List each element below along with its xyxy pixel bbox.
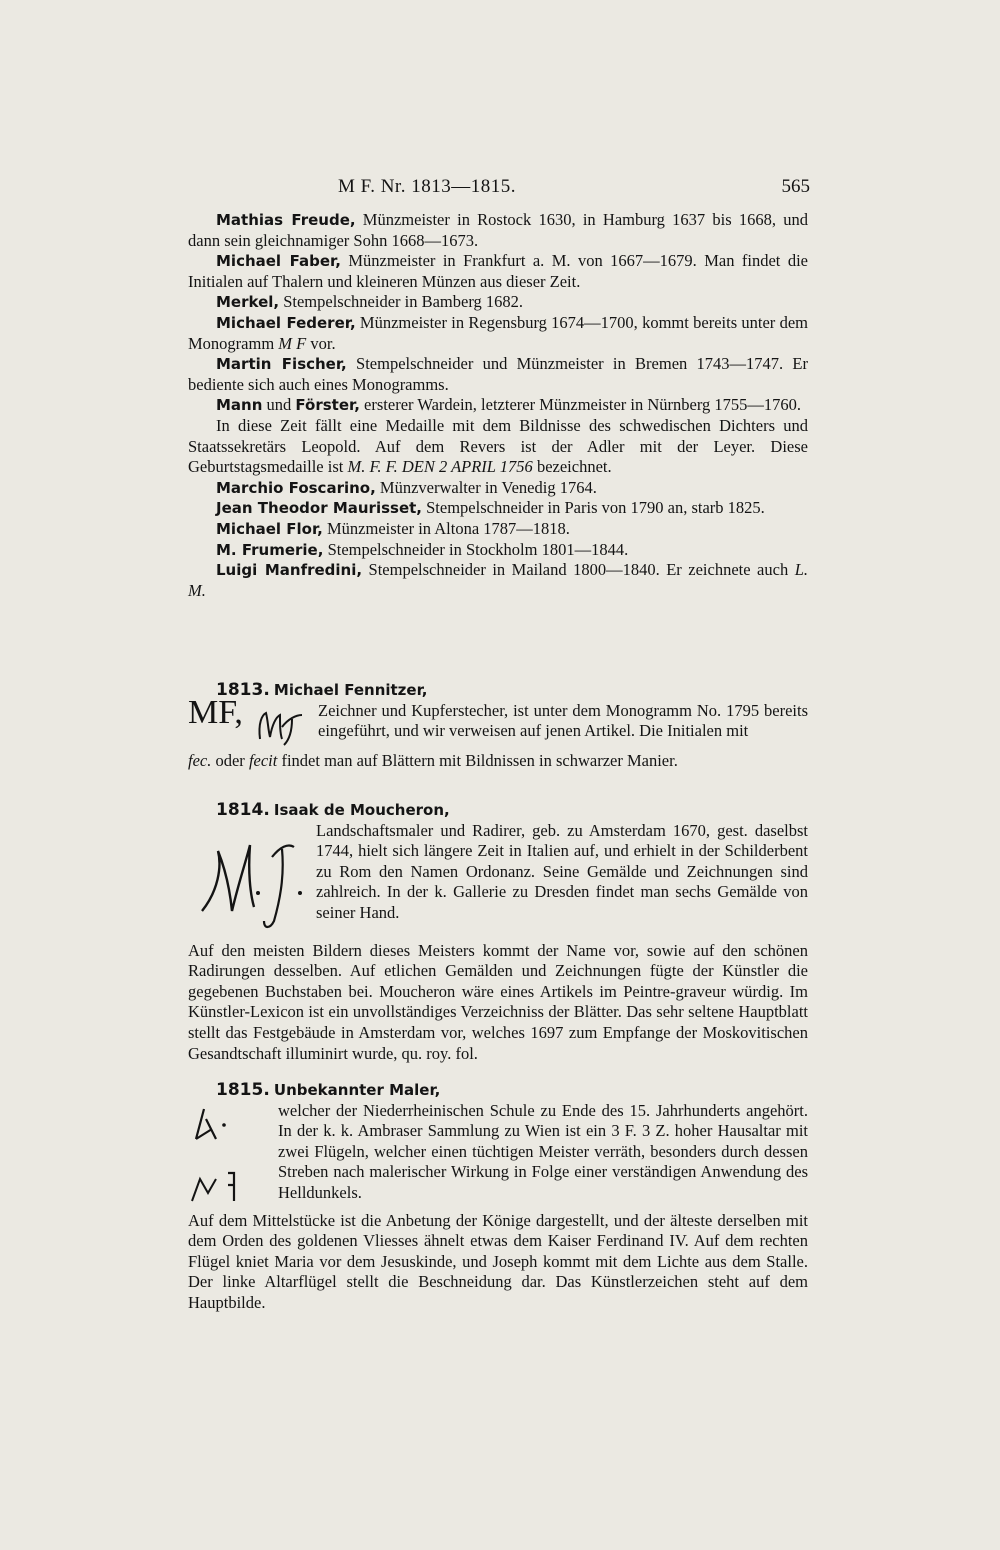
list-item: Michael Flor, Münzmeister in Altona 1787—1818. <box>216 518 570 538</box>
list-item: M. Frumerie, Stempelschneider in Stockholm 1801—1844. <box>216 539 629 559</box>
entry-name: Unbekannter Maler, <box>273 1081 441 1099</box>
entry-1815: 1815. Unbekannter Maler, welcher der Niederrheinischen Schule zu Ende des 15. Jahrhunderts angehört. In der k. k. Ambraser Sammlung zu Wien ist ein 3 F. 3 Z. hoher Hausaltar mit zwei Flügeln, welcher einen tüchtigen Meister verräth, besonders durch dessen Streben nach malerischer Wirkung in Folge einer verständigen Anwendung des Helldunkels. Auf dem Mittelstücke ist die Anbetung der Könige dargestellt, und der älteste derselben mit dem Orden des goldenen Vliesses ähnelt etwas dem Kaiser Ferdinand IV. Auf dem rechten Flügel kniet Maria vor dem Jesuskinde, und Joseph kommt mit dem Lichte aus dem Stalle. Der linke Altarflügel stellt die Beschneidung dar. Das Künstlerzeichen steht auf dem Hauptbilde. <box>188 1080 808 1312</box>
list-item: Michael Federer, Münzmeister in Regensburg 1674—1700, kommt bereits unter dem Monogramm M F vor. <box>188 312 808 353</box>
list-item: Mann und Förster, ersterer Wardein, letzterer Münzmeister in Nürnberg 1755—1760. <box>216 395 802 415</box>
entry-number: 1814. <box>216 800 270 820</box>
monogram-list <box>188 210 808 601</box>
list-item: Mathias Freude, Münzmeister in Rostock 1630, in Hamburg 1637 bis 1668, und dann sein gleichnamiger Sohn 1668—1673. <box>188 210 808 250</box>
monogram-1815 <box>188 1101 278 1211</box>
entry-1814: 1814. Isaak de Moucheron, Landschaftsmaler und Radirer, geb. zu Amsterdam 1670, gest. daselbst 1744, hielt sich längere Zeit in Italien auf, und erhielt in der Schilderbent zu Rom den Namen Ordonanz. Seine Gemälde und Zeichnungen sind zahlreich. In der k. Gallerie zu Dresden findet man sechs Gemälde von seiner Hand. Auf den meisten Bildern dieses Meisters kommt der Name vor, sowie auf den schönen Radirungen desselben. Auf etlichen Gemälden und Zeichnungen fügte der Künstler die gegebenen Buchstaben bei. Moucheron wäre eines Artikels im Peintre-graveur würdig. Im Künstler-Lexicon ist ein unvollständiges Verzeichniss der Blätter. Das sehr seltene Hauptblatt stellt das Festgebäude in Amsterdam vor, welches 1697 zum Empfange der Moskovitischen Gesandtschaft illuminirt wurde, qu. roy. fol. <box>188 800 808 1063</box>
monogram-mf-1813: MF, <box>188 701 318 751</box>
mf-script-icon <box>188 701 318 751</box>
page-header <box>188 176 810 200</box>
entry-number: 1813. <box>216 680 270 700</box>
entry-1813: 1813. Michael Fennitzer, MF, Zeichner und Kupferstecher, ist unter dem Monogramm No. 1795 bereits eingeführt, und wir verweisen auf jenen Artikel. Die Initialen mit fec. oder fecit findet man auf Blättern mit Bildnissen in schwarzer Manier. <box>188 680 808 770</box>
list-item: Luigi Manfredini, Stempelschneider in Mailand 1800—1840. Er zeichnete auch L. M. <box>188 560 808 600</box>
list-item: Marchio Foscarino, Münzverwalter in Venedig 1764. <box>216 477 597 497</box>
list-item: Merkel, Stempelschneider in Bamberg 1682. <box>216 292 524 312</box>
entry-number: 1815. <box>216 1080 270 1100</box>
list-item: In diese Zeit fällt eine Medaille mit dem Bildnisse des schwedischen Dichters und Staatssekretärs Leopold. Auf dem Revers ist der Adler mit der Leyer. Diese Geburtstagsmedaille ist M. F. F. DEN 2 APRIL 1756 bezeichnet. <box>188 415 808 477</box>
entry-name: Michael Fennitzer, <box>273 681 428 699</box>
page-number: 565 <box>781 176 810 197</box>
entry-name: Isaak de Moucheron, <box>273 801 450 819</box>
list-item: Martin Fischer, Stempelschneider und Münzmeister in Bremen 1743—1747. Er bediente sich auch eines Monogramms. <box>188 354 808 394</box>
list-item: Jean Theodor Maurisset, Stempelschneider in Paris von 1790 an, starb 1825. <box>216 498 765 518</box>
monogram-mf-1814 <box>188 821 316 941</box>
painter-mark-icon <box>188 1101 278 1211</box>
mf-script-icon <box>188 821 316 941</box>
running-title: M F. Nr. 1813—1815. <box>338 176 516 197</box>
list-item: Michael Faber, Münzmeister in Frankfurt a. M. von 1667—1679. Man findet die Initialen auf Thalern und kleineren Münzen aus dieser Zeit. <box>188 251 808 291</box>
